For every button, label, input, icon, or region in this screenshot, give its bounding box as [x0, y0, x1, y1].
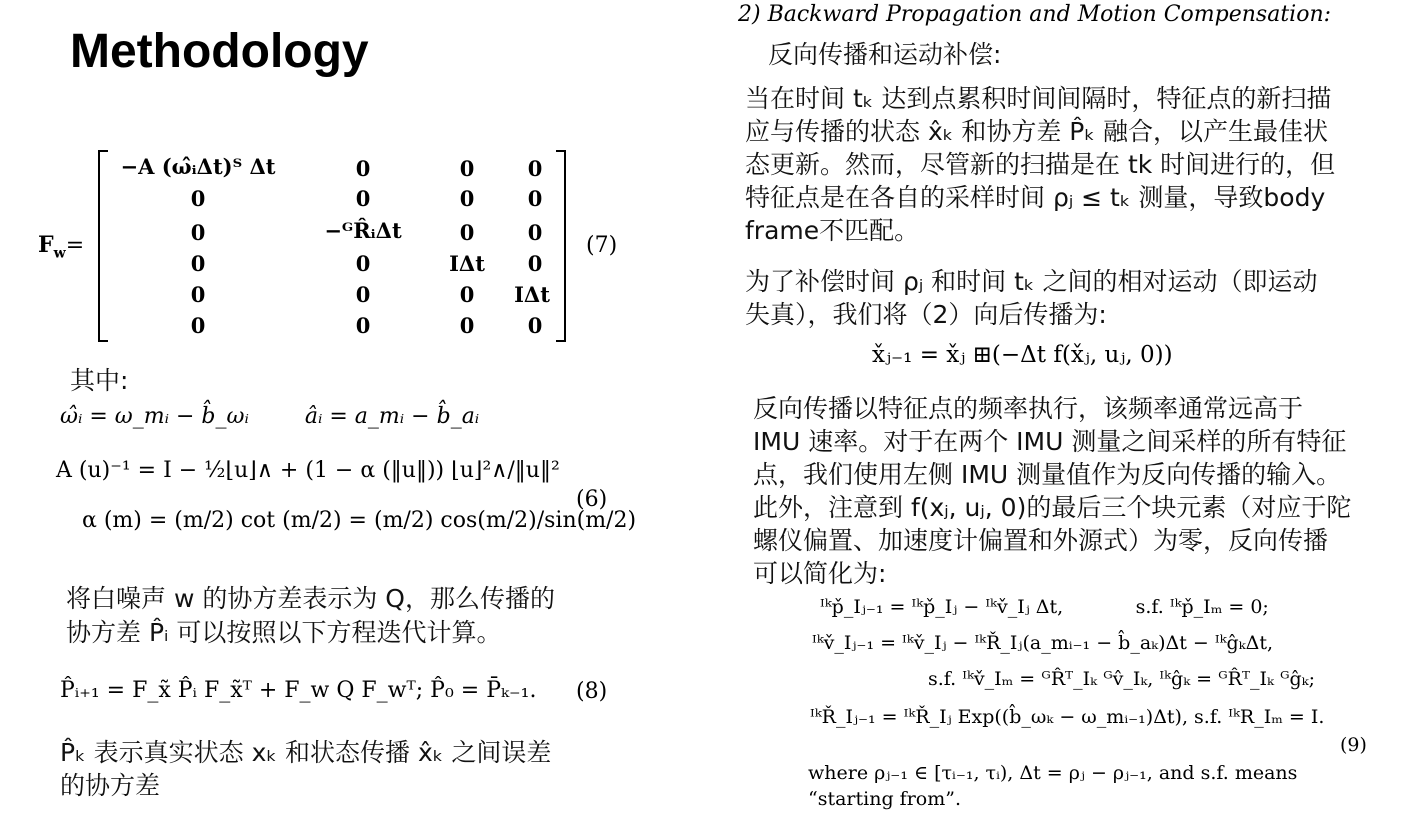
matrix-cell: IΔt: [449, 251, 485, 276]
eq8: P̂ᵢ₊₁ = F_x̃ P̂ᵢ F_x̃ᵀ + F_w Q F_wᵀ; P̂₀ = P̄ₖ₋₁.: [60, 678, 537, 703]
matrix-cell: 0: [355, 282, 371, 307]
matrix-cell: 0: [190, 251, 206, 276]
para2-line1: 为了补偿时间 ρⱼ 和时间 tₖ 之间的相对运动（即运动: [745, 267, 1318, 296]
covariance-para-line2: 协方差 P̂ᵢ 可以按照以下方程迭代计算。: [66, 618, 502, 647]
eq9-line2: ᴵᵏv̌_Iⱼ₋₁ = ᴵᵏv̌_Iⱼ − ᴵᵏŘ_Iⱼ(a_mᵢ₋₁ − b̂_aₖ)Δt − ᴵᵏĝₖΔt,: [812, 632, 1274, 654]
page-title: Methodology: [70, 25, 369, 78]
eq9-line3: s.f. ᴵᵏv̌_Iₘ = ᴳR̂ᵀ_Iₖ ᴳv̂_Iₖ, ᴵᵏĝₖ = ᴳR̂ᵀ_Iₖ ᴳĝₖ;: [928, 668, 1315, 690]
eq6-line1: A (u)⁻¹ = I − ½⌊u⌋∧ + (1 − α (‖u‖)) ⌊u⌋²∧/‖u‖²: [56, 458, 560, 483]
matrix-cell: 0: [355, 251, 371, 276]
matrix-left-bracket: [98, 150, 108, 342]
matrix-cell: 0: [459, 282, 475, 307]
eq7-lhs: [38, 232, 84, 261]
where-label: 其中:: [70, 366, 129, 395]
where-line2: “starting from”.: [808, 788, 961, 810]
definitions-line: ω̂ᵢ = ω_mᵢ − b̂_ωᵢ âᵢ = a_mᵢ − b̂_aᵢ: [60, 404, 480, 429]
matrix-cell: 0: [459, 156, 475, 181]
matrix-cell: 0: [190, 186, 206, 211]
section-heading: 2) Backward Propagation and Motion Compensation:: [738, 2, 1332, 27]
pk-para-line1: P̂ₖ 表示真实状态 xₖ 和状态传播 x̂ₖ 之间误差: [60, 738, 552, 767]
eq7-matrix: [98, 150, 566, 340]
matrix-cell: 0: [459, 220, 475, 245]
eq9-line4: ᴵᵏŘ_Iⱼ₋₁ = ᴵᵏŘ_Iⱼ Exp((b̂_ωₖ − ω_mᵢ₋₁)Δt), s.f. ᴵᵏR_Iₘ = I.: [810, 706, 1325, 728]
matrix-cell: 0: [527, 220, 543, 245]
eq9-line1: ᴵᵏp̌_Iⱼ₋₁ = ᴵᵏp̌_Iⱼ − ᴵᵏv̌_Iⱼ Δt, s.f. ᴵᵏp̌_Iₘ = 0;: [820, 596, 1269, 618]
matrix-cell: 0: [190, 220, 206, 245]
eq9-number: (9): [1340, 734, 1367, 756]
matrix-cell: 0: [190, 282, 206, 307]
matrix-cell: −ᴳR̂ᵢΔt: [324, 218, 402, 243]
para1-line2: 应与传播的状态 x̂ₖ 和协方差 P̂ₖ 融合，以产生最佳状: [745, 117, 1328, 146]
where-line1: where ρⱼ₋₁ ∈ [τᵢ₋₁, τᵢ), Δt = ρⱼ − ρⱼ₋₁, and s.f. means: [808, 762, 1298, 784]
eq7-equals: =: [65, 233, 85, 258]
eq7-lhs-symbol: F: [38, 232, 54, 258]
pk-para-line2: 的协方差: [60, 771, 161, 800]
para1-line3: 态更新。然而，尽管新的扫描是在 tk 时间进行的，但: [745, 150, 1336, 179]
matrix-cell: 0: [527, 186, 543, 211]
matrix-cell: 0: [527, 313, 543, 338]
eq6-line2: α (m) = (m/2) cot (m/2) = (m/2) cos(m/2)/sin(m/2): [82, 508, 637, 533]
eq-backward: x̌ⱼ₋₁ = x̌ⱼ ⊞(−Δt f(x̌ⱼ, uⱼ, 0)): [872, 342, 1173, 368]
covariance-para-line1: 将白噪声 w 的协方差表示为 Q，那么传播的: [66, 584, 555, 613]
para3-line3: 点，我们使用左侧 IMU 测量值作为反向传播的输入。: [753, 460, 1342, 489]
eq7-lhs-subscript: w: [53, 245, 66, 262]
matrix-cell: 0: [459, 313, 475, 338]
eq7-number: (7): [586, 233, 618, 258]
para1-line1: 当在时间 tₖ 达到点累积时间间隔时，特征点的新扫描: [745, 84, 1332, 113]
matrix-cell: 0: [527, 251, 543, 276]
para1-line4: 特征点是在各自的采样时间 ρⱼ ≤ tₖ 测量，导致body: [745, 183, 1326, 212]
eq8-number: (8): [576, 679, 608, 704]
matrix-cell: 0: [355, 186, 371, 211]
eq6-number: (6): [576, 487, 608, 512]
section-heading-cn: 反向传播和运动补偿:: [768, 40, 1002, 69]
matrix-cell: −A (ω̂ᵢΔt)ᵀ Δt: [120, 154, 276, 179]
matrix-cell: 0: [355, 313, 371, 338]
matrix-cell: 0: [190, 313, 206, 338]
para3-line4: 此外，注意到 f(xⱼ, uⱼ, 0)的最后三个块元素（对应于陀: [753, 493, 1352, 522]
para1-line5: frame不匹配。: [745, 216, 920, 245]
matrix-cell: 0: [527, 156, 543, 181]
para3-line5: 螺仪偏置、加速度计偏置和外源式）为零，反向传播: [753, 526, 1329, 555]
para3-line1: 反向传播以特征点的频率执行，该频率通常远高于: [753, 394, 1304, 423]
matrix-cell: 0: [355, 156, 371, 181]
para3-line2: IMU 速率。对于在两个 IMU 测量之间采样的所有特征: [753, 427, 1347, 456]
matrix-cell: 0: [459, 186, 475, 211]
para3-line6: 可以简化为:: [753, 559, 887, 588]
para2-line2: 失真），我们将（2）向后传播为:: [745, 300, 1107, 329]
matrix-cell: IΔt: [514, 282, 550, 307]
